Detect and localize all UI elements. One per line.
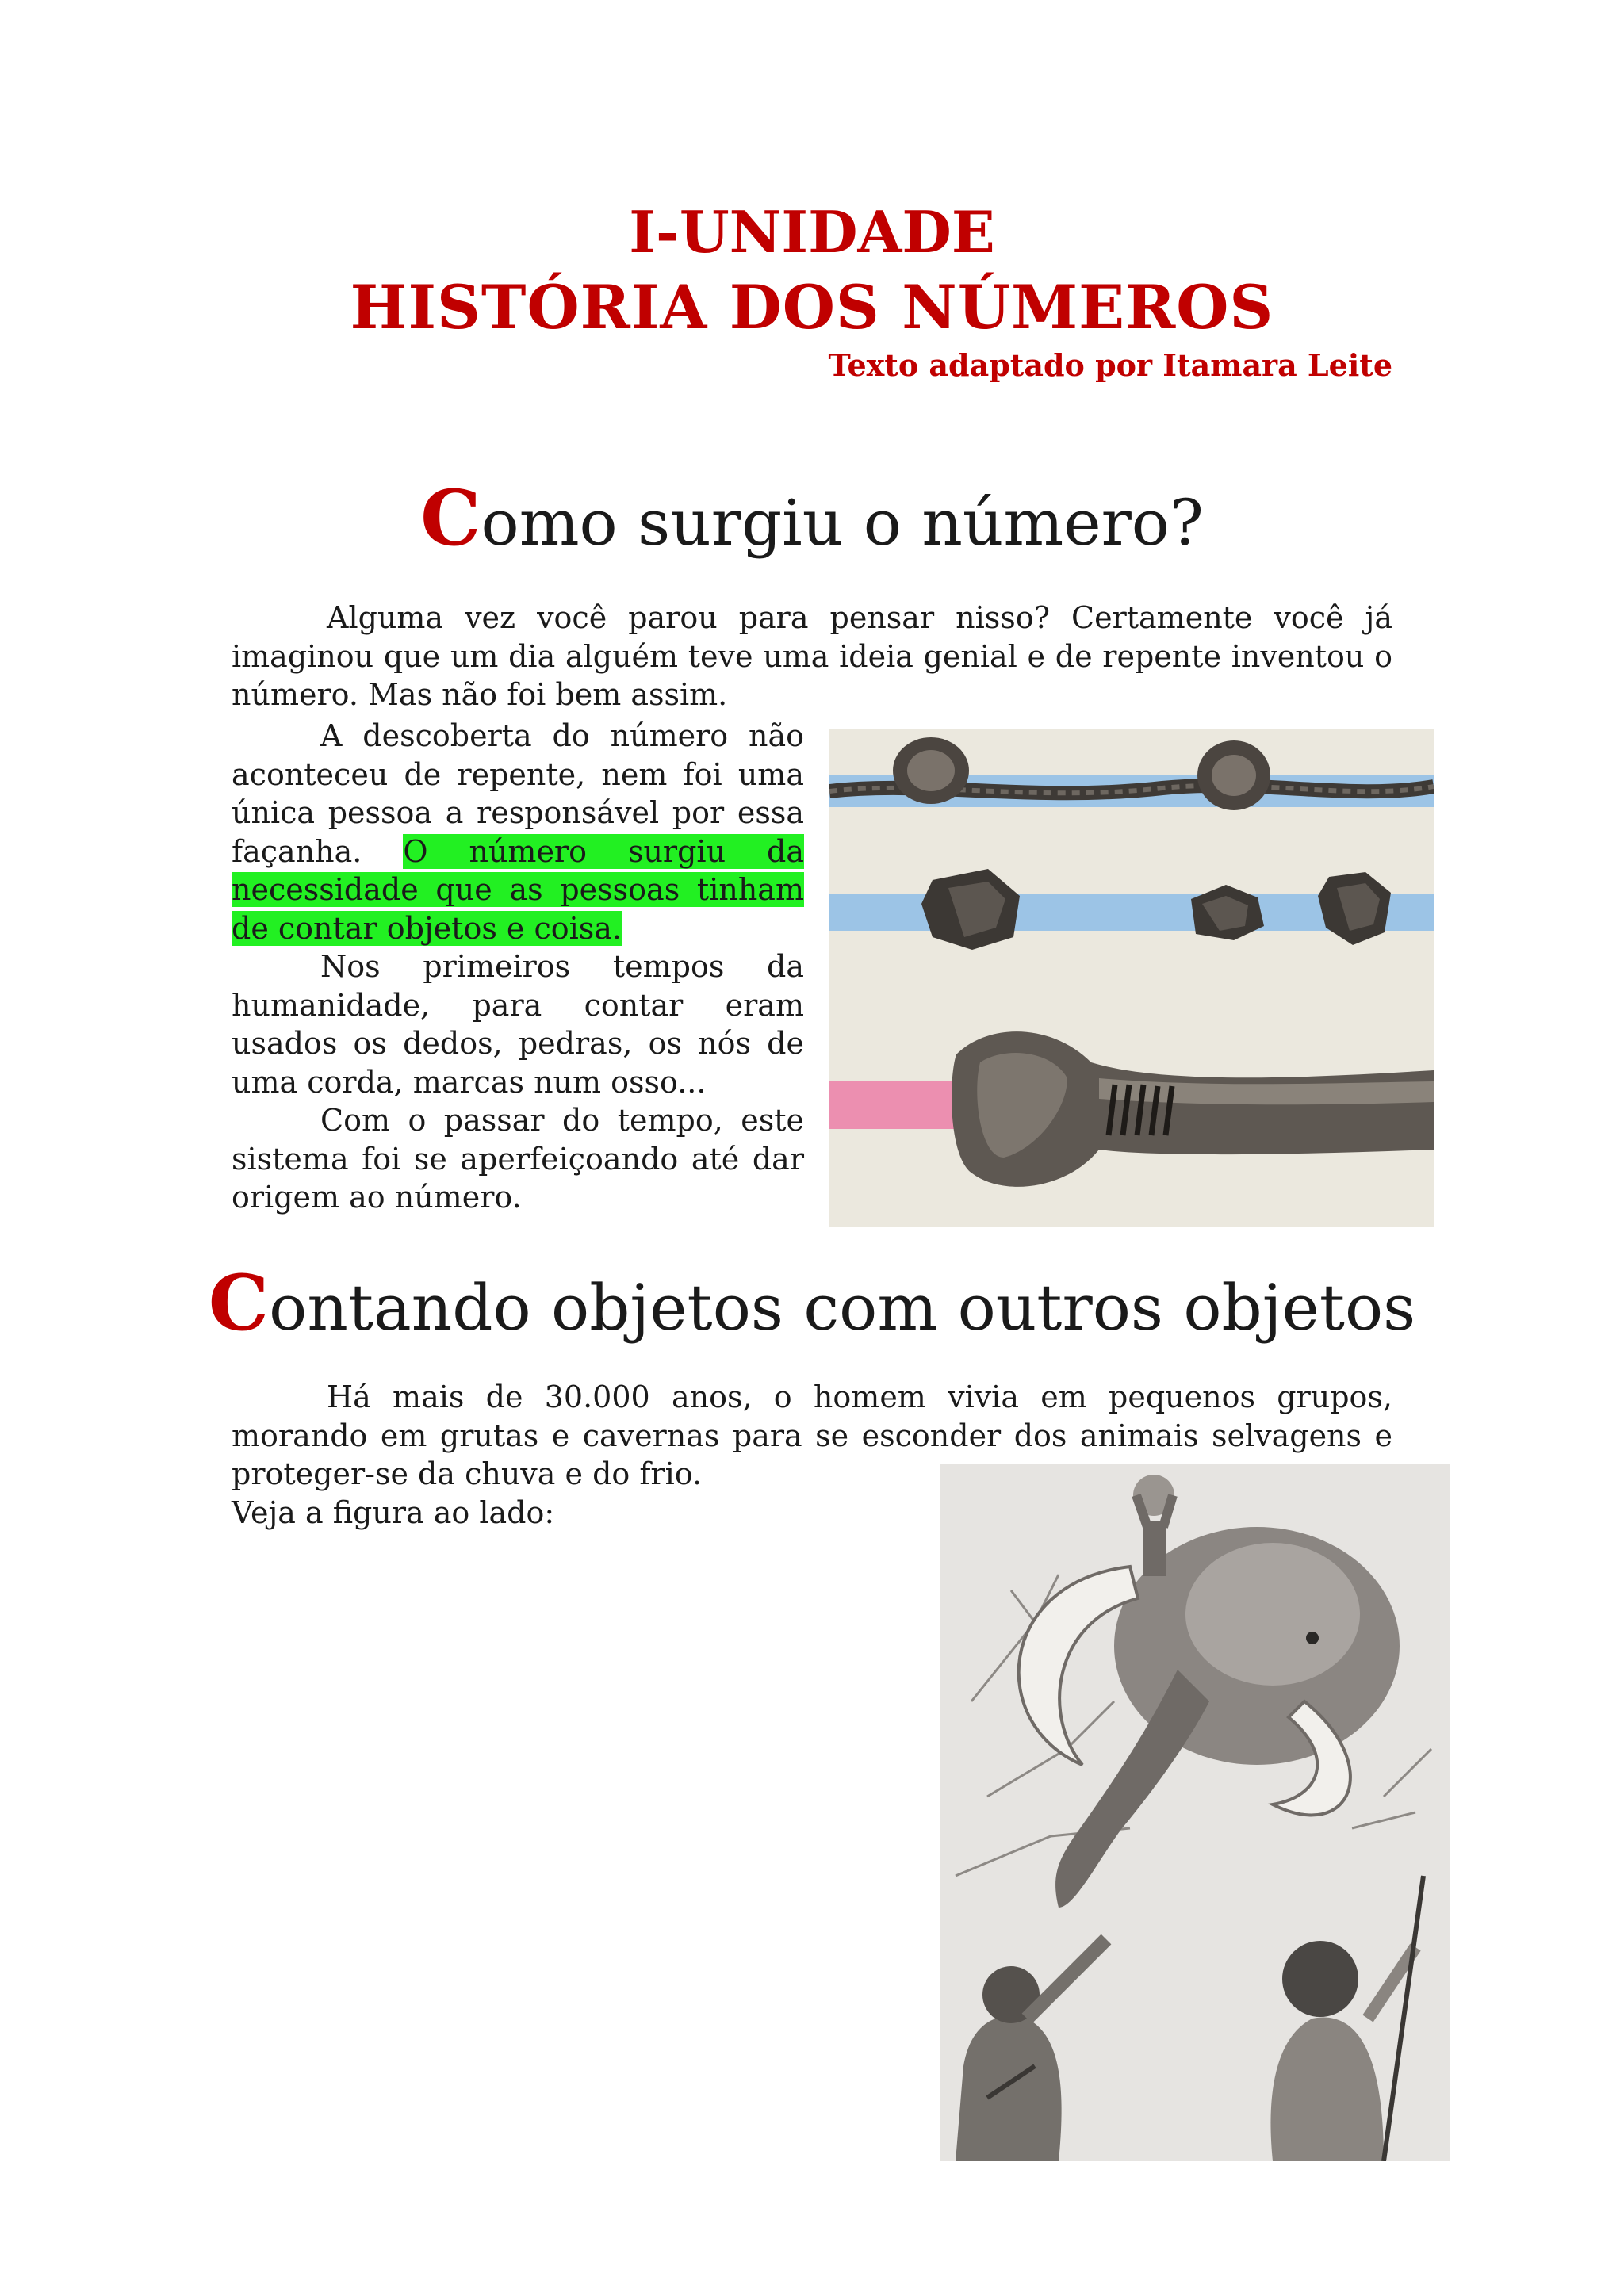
highlighted-text: O número surgiu da necessidade que as pessoas tinham de contar objetos e coisa. [232, 833, 804, 946]
text-column [232, 717, 804, 1217]
see-figure-text: Veja a figura ao lado: [232, 1494, 555, 1530]
counting-objects-illustration [829, 729, 1434, 1227]
section-heading-como-surgiu [0, 473, 1624, 563]
discovery-text: A descoberta do número não aconteceu de repente, nem foi uma única pessoa a responsável por essa façanha. [232, 718, 804, 869]
main-title: HISTÓRIA DOS NÚMEROS [350, 272, 1274, 342]
discovery-paragraph [232, 717, 804, 947]
heading-initial: C [420, 473, 481, 563]
heading-initial: C [208, 1258, 270, 1348]
prehistory-text: Há mais de 30.000 anos, o homem vivia em pequenos grupos, morando em grutas e cavernas para se esconder dos animais selvagens e proteger-se da chuva e do frio. [232, 1380, 1392, 1491]
author-credit: Texto adaptado por Itamara Leite [828, 347, 1392, 383]
early-times-paragraph: Nos primeiros tempos da humanidade, para contar eram usados os dedos, pedras, os nós de uma corda, marcas num osso... [232, 949, 804, 1100]
section-heading-contando-objetos [0, 1258, 1624, 1348]
pink-band [829, 1081, 956, 1129]
intro-paragraph: Alguma vez você parou para pensar nisso? Certamente você já imaginou que um dia alguém teve uma ideia genial e de repente inventou o número. Mas não foi bem assim. [232, 600, 1392, 712]
heading-text: ontando objetos com outros objetos [269, 1271, 1416, 1345]
heading-text: omo surgiu o número? [481, 486, 1204, 560]
unit-title: I-UNIDADE [629, 198, 995, 266]
evolution-paragraph: Com o passar do tempo, este sistema foi se aperfeiçoando até dar origem ao número. [232, 1103, 804, 1215]
mammoth-hunt-illustration [940, 1464, 1450, 2161]
